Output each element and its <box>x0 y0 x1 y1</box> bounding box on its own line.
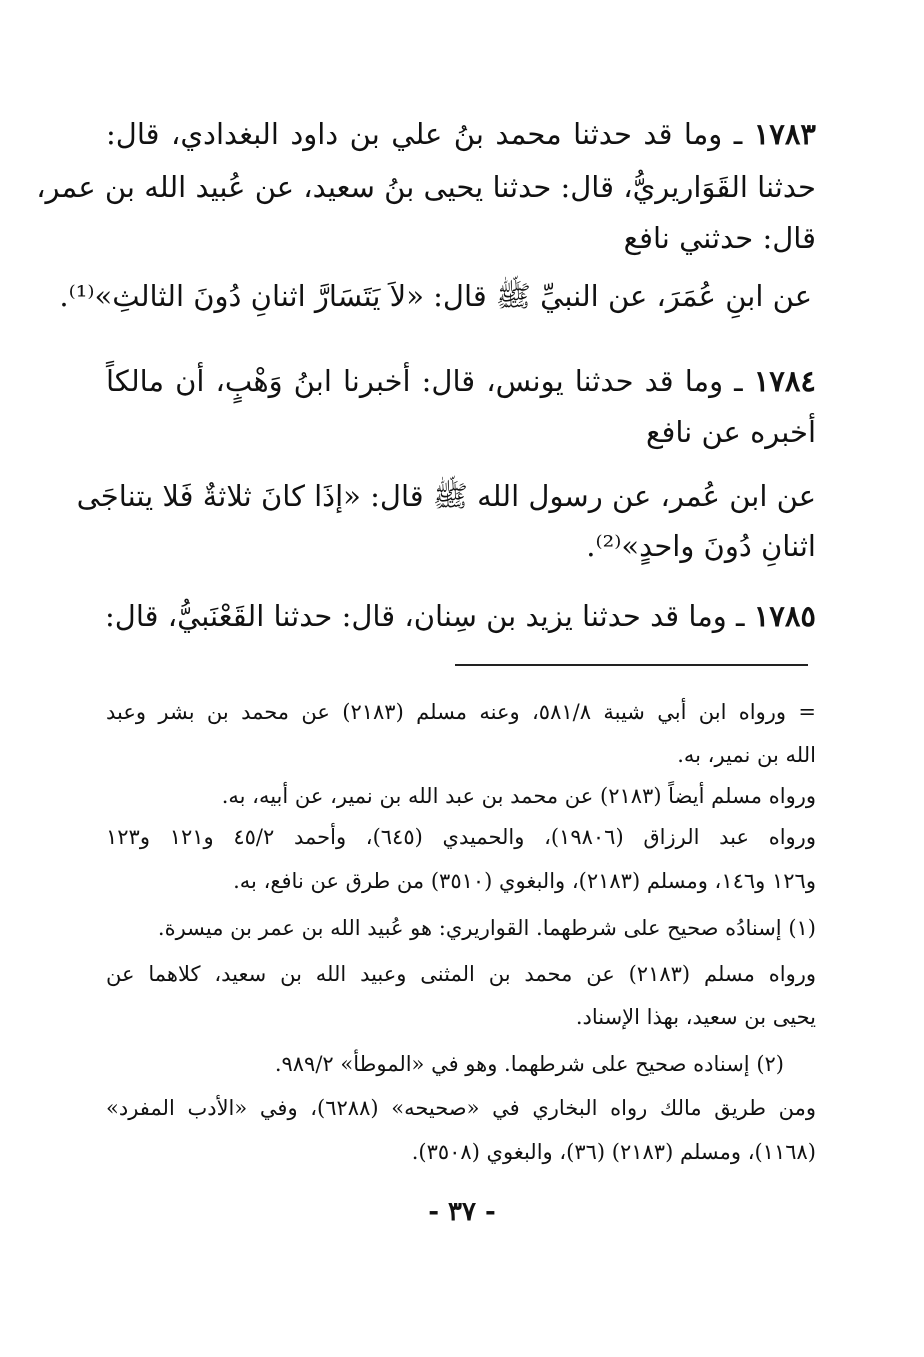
footnote-1-line-2: ورواه مسلم (٢١٨٣) عن محمد بن المثنى وعبيد الله بن سعيد، كلاهما عن <box>106 962 816 986</box>
hadith-number: ١٧٨٥ <box>753 599 816 633</box>
hadith-1785-line-1 <box>106 596 816 636</box>
hadith-number: ١٧٨٤ <box>753 364 817 398</box>
hadith-1784-line-2: أخبره عن نافع <box>646 415 816 449</box>
hadith-1784-line-1 <box>106 361 816 401</box>
footnote-continued-line-3: ورواه مسلم أيضاً (٢١٨٣) عن محمد بن عبد الله بن نمير، عن أبيه، به. <box>221 784 816 808</box>
hadith-1783-matn: عن ابنِ عُمَرَ، عن النبيِّ ﷺ قال: «لاَ يَتَسَارَّ اثنانِ دُونَ الثالثِ»⁽¹⁾. <box>59 279 812 313</box>
footnote-1-line-1: (١) إسنادُه صحيح على شرطهما. القواريري: هو عُبيد الله بن عمر بن ميسرة. <box>157 916 816 940</box>
footnote-1-line-3: يحيى بن سعيد، بهذا الإسناد. <box>575 1005 816 1029</box>
page-number: - ٣٧ - <box>428 1197 496 1227</box>
footnote-separator <box>455 664 808 666</box>
footnote-continued-line-1: = ورواه ابن أبي شيبة ٥٨١/٨، وعنه مسلم (٢١٨٣) عن محمد بن بشر وعبد <box>106 700 816 724</box>
footnote-2-line-3: (١١٦٨)، ومسلم (٢١٨٣) (٣٦)، والبغوي (٣٥٠٨). <box>411 1140 816 1164</box>
hadith-1784-matn-2: اثنانِ دُونَ واحدٍ»⁽²⁾. <box>586 529 816 563</box>
hadith-text: ـ وما قد حدثنا محمد بنُ علي بن داود البغدادي، قال: <box>106 117 743 151</box>
hadith-1783-line-2: حدثنا القَوَاريريُّ، قال: حدثنا يحيى بنُ سعيد، عن عُبيد الله بن عمر، <box>36 170 816 204</box>
footnote-continued-line-5: و١٢٦ و١٤٦، ومسلم (٢١٨٣)، والبغوي (٣٥١٠) من طرق عن نافع، به. <box>233 869 816 893</box>
footnote-2-line-2: ومن طريق مالك رواه البخاري في «صحيحه» (٦٢٨٨)، وفي «الأدب المفرد» <box>106 1096 817 1120</box>
hadith-1783-line-1 <box>106 114 816 154</box>
footnote-continued-line-4: ورواه عبد الرزاق (١٩٨٠٦)، والحميدي (٦٤٥)، وأحمد ٤٥/٢ و١٢١ و١٢٣ <box>106 825 816 849</box>
footnote-2-line-1: (٢) إسناده صحيح على شرطهما. وهو في «الموطأ» ٩٨٩/٢. <box>274 1052 784 1076</box>
hadith-1783-line-3: قال: حدثني نافع <box>623 221 816 255</box>
hadith-number: ١٧٨٣ <box>753 117 817 151</box>
hadith-text: ـ وما قد حدثنا يونس، قال: أخبرنا ابنُ وَهْبٍ، أن مالكاً <box>106 364 743 398</box>
hadith-text: ـ وما قد حدثنا يزيد بن سِنان، قال: حدثنا القَعْنَبيُّ، قال: <box>104 599 745 633</box>
hadith-1784-matn-1: عن ابن عُمر، عن رسول الله ﷺ قال: «إذَا كانَ ثلاثةٌ فَلا يتناجَى <box>76 479 816 513</box>
footnote-continued-line-2: الله بن نمير، به. <box>677 743 816 767</box>
